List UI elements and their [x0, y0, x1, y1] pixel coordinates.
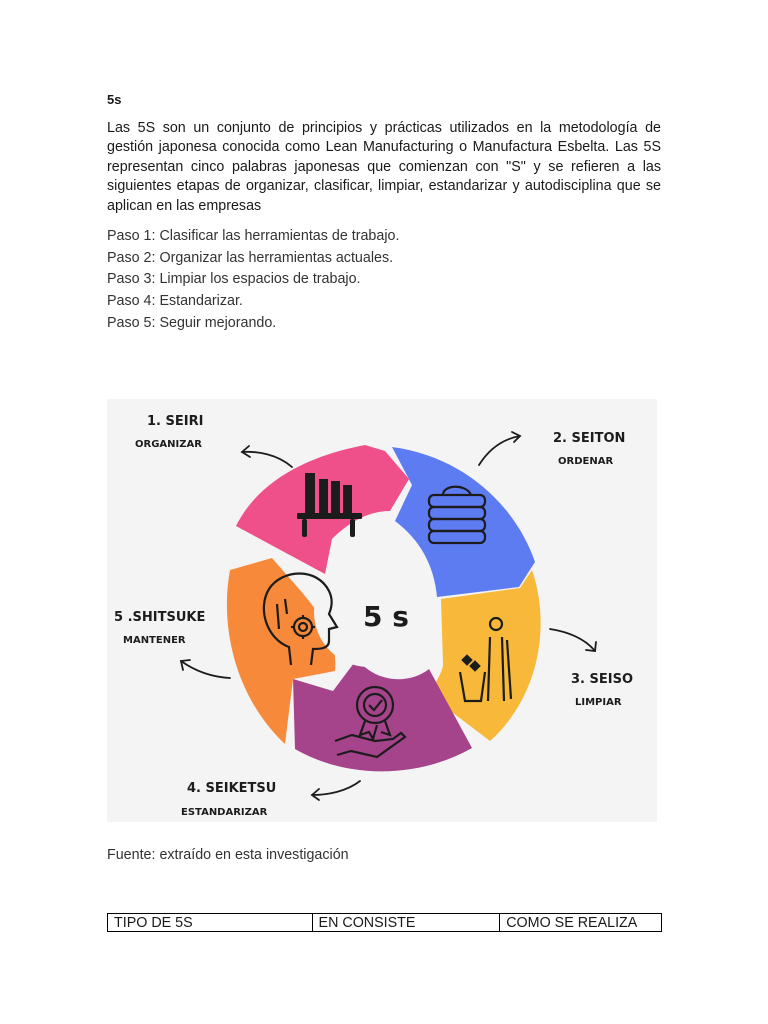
step-item: Paso 5: Seguir mejorando.	[107, 314, 277, 331]
five-s-diagram	[107, 399, 657, 822]
arrow-seiri	[242, 452, 292, 467]
stage-subtitle-seiri: ORGANIZAR	[135, 439, 202, 450]
stage-subtitle-seiton: ORDENAR	[558, 456, 614, 467]
center-label: 5 s	[363, 600, 409, 633]
figure-source: Fuente: extraído en esta investigación	[107, 847, 349, 863]
section-heading: 5s	[107, 92, 122, 107]
five-s-cycle	[107, 399, 657, 822]
step-item: Paso 4: Estandarizar.	[107, 293, 243, 310]
table-header-row	[108, 914, 662, 932]
five-s-table	[107, 913, 662, 932]
arrow-shitsuke	[181, 661, 230, 678]
step-item: Paso 2: Organizar las herramientas actuales.	[107, 249, 394, 266]
stage-subtitle-seiketsu: ESTANDARIZAR	[181, 807, 268, 818]
stage-subtitle-seiso: LIMPIAR	[575, 697, 622, 708]
stage-title-seiketsu: 4. SEIKETSU	[187, 781, 277, 796]
stage-title-seiso: 3. SEISO	[571, 672, 634, 687]
step-item: Paso 1: Clasificar las herramientas de trabajo.	[107, 228, 400, 244]
stage-title-seiton: 2. SEITON	[553, 431, 626, 446]
table-header-cell: EN CONSISTE	[312, 914, 500, 932]
stage-subtitle-shitsuke: MANTENER	[123, 635, 186, 646]
table-header-cell: COMO SE REALIZA	[500, 914, 662, 932]
stage-title-shitsuke: 5 .SHITSUKE	[114, 610, 206, 625]
segment-seiton	[392, 447, 535, 597]
arrow-seiketsu	[312, 781, 360, 795]
stage-title-seiri: 1. SEIRI	[147, 414, 204, 429]
steps-list	[107, 226, 399, 335]
arrow-seiton	[479, 436, 520, 465]
arrow-seiso	[550, 629, 595, 651]
step-item: Paso 3: Limpiar los espacios de trabajo.	[107, 271, 361, 288]
intro-paragraph: Las 5S son un conjunto de principios y prácticas utilizados en la metodología de gestión japonesa conocida como Lean Manufacturing o Manufactura Esbelta. Las 5S representan cinco palabras japonesas que comienzan con "S" y se refieren a las siguientes etapas de organizar, clasificar, limpiar, estandarizar y autodisciplina que se aplican en las empresas	[107, 120, 661, 214]
table-header-cell: TIPO DE 5S	[108, 914, 313, 932]
